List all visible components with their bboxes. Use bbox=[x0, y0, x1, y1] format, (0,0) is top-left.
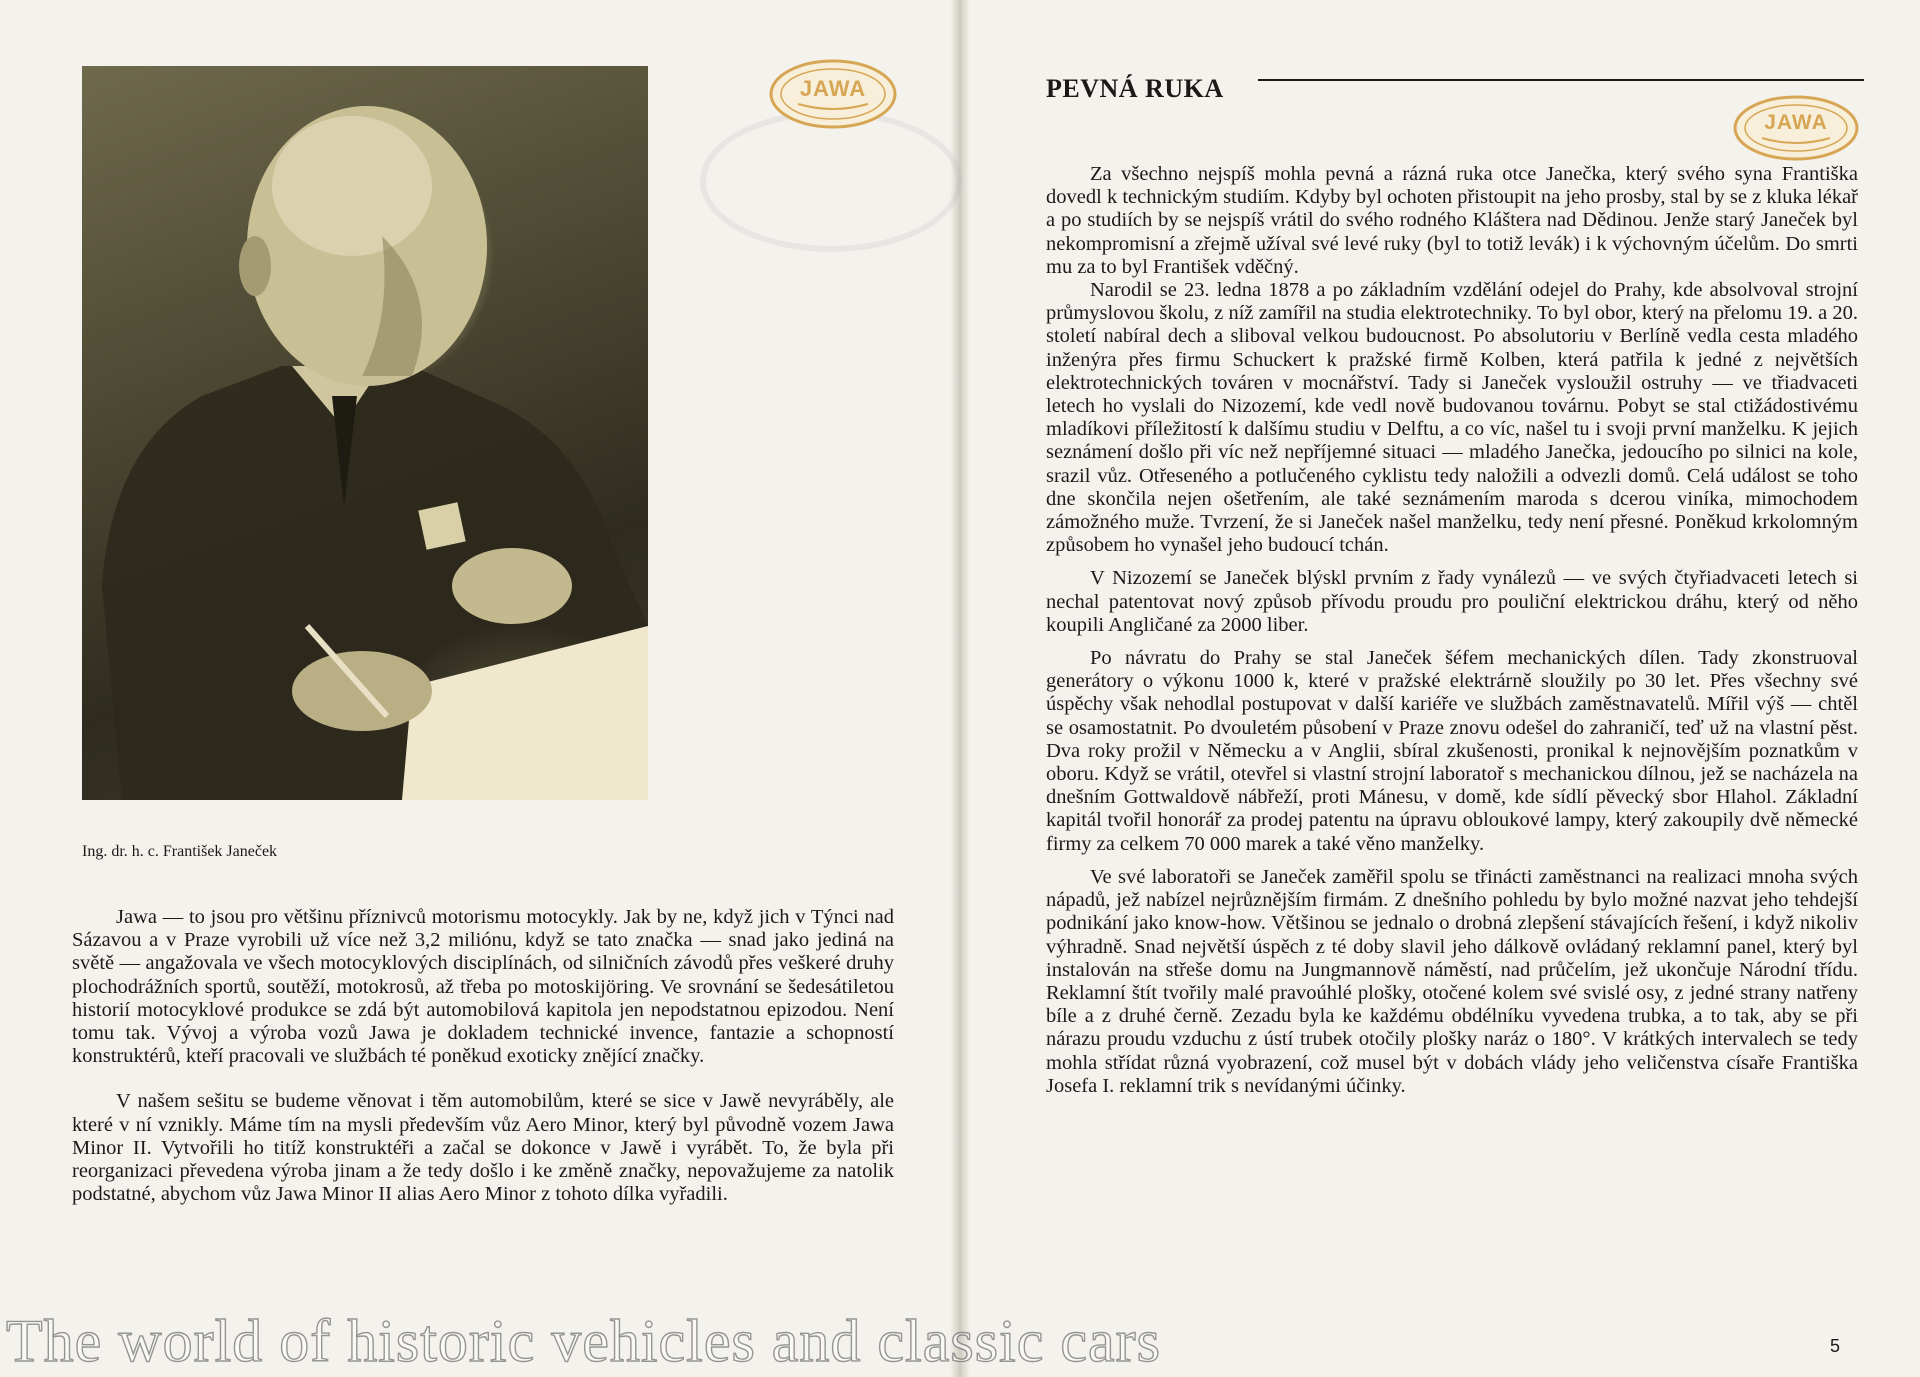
left-body-text bbox=[72, 906, 894, 1206]
portrait-illustration bbox=[82, 66, 648, 800]
portrait-photo bbox=[82, 66, 648, 800]
jawa-logo-text-right: JAWA bbox=[1764, 111, 1828, 134]
page-number: 5 bbox=[1830, 1336, 1841, 1356]
right-paragraph-5: Ve své laboratoři se Janeček zaměřil spolu se třinácti zaměstnanci na realizaci mnoha svých nápadů, jež nabízel nejrůznějším firmám. Z dnešního pohledu by bylo možné nazvat jeho tehdejší podnikání jako know-how. Většinou se jednalo o drobná zlepšení stávajících řešení, i když nikoliv výhradně. Snad největší úspěch z té doby slavil jeho dálkově ovládaný reklamní panel, který byl instalován na střeše domu na Jungmannově náměstí, nad průčelím, jež ukončuje Národní třídu. Reklamní štít tvořily malé pravoúhlé plošky, otočené kolem své svislé osy, z jedné strany natřeny bíle a z druhé černě. Zezadu byla ke každému obdélníku vyvedena trubka, a to tak, aby se při nárazu proudu vzduchu z ústí trubek otočily plošky naráz o 180°. V krátkých intervalech se tedy mohla střídat různá vyobrazení, což musel být v dobách vlády jeho veličenstva císaře Františka Josefa I. reklamní trik s nevídanými účinky. bbox=[1046, 865, 1858, 1097]
page-title: PEVNÁ RUKA bbox=[1046, 74, 1224, 103]
right-paragraph-2: Narodil se 23. ledna 1878 a po základním vzdělání odejel do Prahy, kde absolvoval strojní průmyslovou školu, z níž zamířil na studia elektrotechniky. To byl obor, který na přelomu 19. a 20. století nabíral dech a sliboval velkou budoucnost. Po absolutoriu v Berlíně vedla cesta mladého inženýra přes firmu Schuckert k pražské firmě Kolben, která patřila k jedné z největších elektrotechnických továren v mocnářství. Tady si Janeček vysloužil ostruhy — ve třiadvaceti letech ho vyslali do Nizozemí, kde vedl nově budovanou továrnu. Pobyt se stal ctižádostivému mladíkovi příležitostí k dalšímu studiu v Delftu, a co víc, našel tu i svoji první manželku. K jejich seznámení došlo při víc než nepříjemné situaci — mladého Janečka, jedoucího po silnici na kole, srazil vůz. Otřeseného a potlučeného cyklistu tedy naložili a odvezli domů. Celá událost se toho dne skončila nejen ošetřením, ale také seznámením maroda s dcerou viníka, mimochodem zámožného muže. Tvrzení, že si Janeček našel manželku, tedy není přesné. Poněkud krkolomným způsobem ho vynašel jeho budoucí tchán. bbox=[1046, 279, 1858, 557]
ghost-logo-show-through bbox=[700, 110, 962, 252]
jawa-logo-left bbox=[768, 58, 898, 130]
left-paragraph-1: Jawa — to jsou pro většinu příznivců motorismu motocykly. Jak by ne, když jich v Týnci nad Sázavou a v Praze vyrobili už více než 3,2 miliónu, když se tato značka — snad jako jediná na světě — angažovala ve všech motocyklových disciplínách, od silničních závodů přes veškeré druhy plochodrážních sportů, soutěží, motokrosů, až třeba po motoskijöring. Ve srovnání se šedesátiletou historií motocyklové produkce se zdá být automobilová kapitola jen nepodstatnou epizodou. Není tomu tak. Vývoj a výroba vozů Jawa je dokladem technické invence, fantazie a schopností konstruktérů, kteří pracovali ve službách té poněkud exoticky znějící značky. bbox=[72, 906, 894, 1068]
jawa-logo-text-left: JAWA bbox=[799, 76, 867, 101]
right-paragraph-4: Po návratu do Prahy se stal Janeček šéfem mechanických dílen. Tady zkonstruoval generátory o výkonu 1000 k, které v pražské elektrárně sloužily po 30 let. Přes všechny své úspěchy však nehodlal postupovat v další kariéře ve službách zaměstnavatelů. Mířil výš — chtěl se osamostatnit. Po dvouletém působení v Praze znovu odešel do zahraničí, teď už na vlastní pěst. Dva roky prožil v Německu a v Anglii, sbíral zkušenosti, pronikal k nejnovějším poznatkům v oboru. Když se vrátil, otevřel si vlastní strojní laboratoř s mechanickou dílnou, jež se nacházela na dnešním Gottwaldově nábřeží, proti Mánesu, v domě, kde sídlí pěvecký sbor Hlahol. Základní kapitál tvořil honorář za prodej patentu na úpravu obloukové lampy, který zakoupily dvě německé firmy za celkem 70 000 marek a také věno manželky. bbox=[1046, 647, 1858, 855]
right-paragraph-3: V Nizozemí se Janeček blýskl prvním z řady vynálezů — ve svých čtyřiadvaceti letech si nechal patentovat nový způsob přívodu proudu pro pouliční elektrickou dráhu, který od něho koupili Angličané za 2000 liber. bbox=[1046, 567, 1858, 636]
left-paragraph-2: V našem sešitu se budeme věnovat i těm automobilům, které se sice v Jawě nevyráběly, ale které v ní vznikly. Máme tím na mysli především vůz Aero Minor, který byl původně vozem Jawa Minor II. Vytvořili ho titíž konstruktéři a začal se dokonce v Jawě i vyrábět. To, že byla při reorganizaci převedena výroba jinam a že tedy došlo i ke změně značky, nepovažujeme za natolik podstatné, abychom vůz Jawa Minor II alias Aero Minor z tohoto dílka vyřadili. bbox=[72, 1090, 894, 1206]
watermark-text: The world of historic vehicles and classic cars bbox=[6, 1308, 1161, 1374]
right-paragraph-1: Za všechno nejspíš mohla pevná a rázná ruka otce Janečka, který svého syna Františka dovedl k technickým studiím. Kdyby byl ochoten přistoupit na jeho prosby, stal by se z kluka lékař a po studiích by se nejspíš vrátil do svého rodného Kláštera nad Dědinou. Jenže starý Janeček byl nekompromisní a zřejmě užíval své levé ruky (byl to totiž levák) i k výchovným účelům. Do smrti mu za to byl František vděčný. bbox=[1046, 163, 1858, 278]
jawa-logo-right bbox=[1732, 94, 1860, 162]
photo-caption: Ing. dr. h. c. František Janeček bbox=[82, 843, 278, 860]
right-body-text bbox=[1046, 163, 1858, 1098]
